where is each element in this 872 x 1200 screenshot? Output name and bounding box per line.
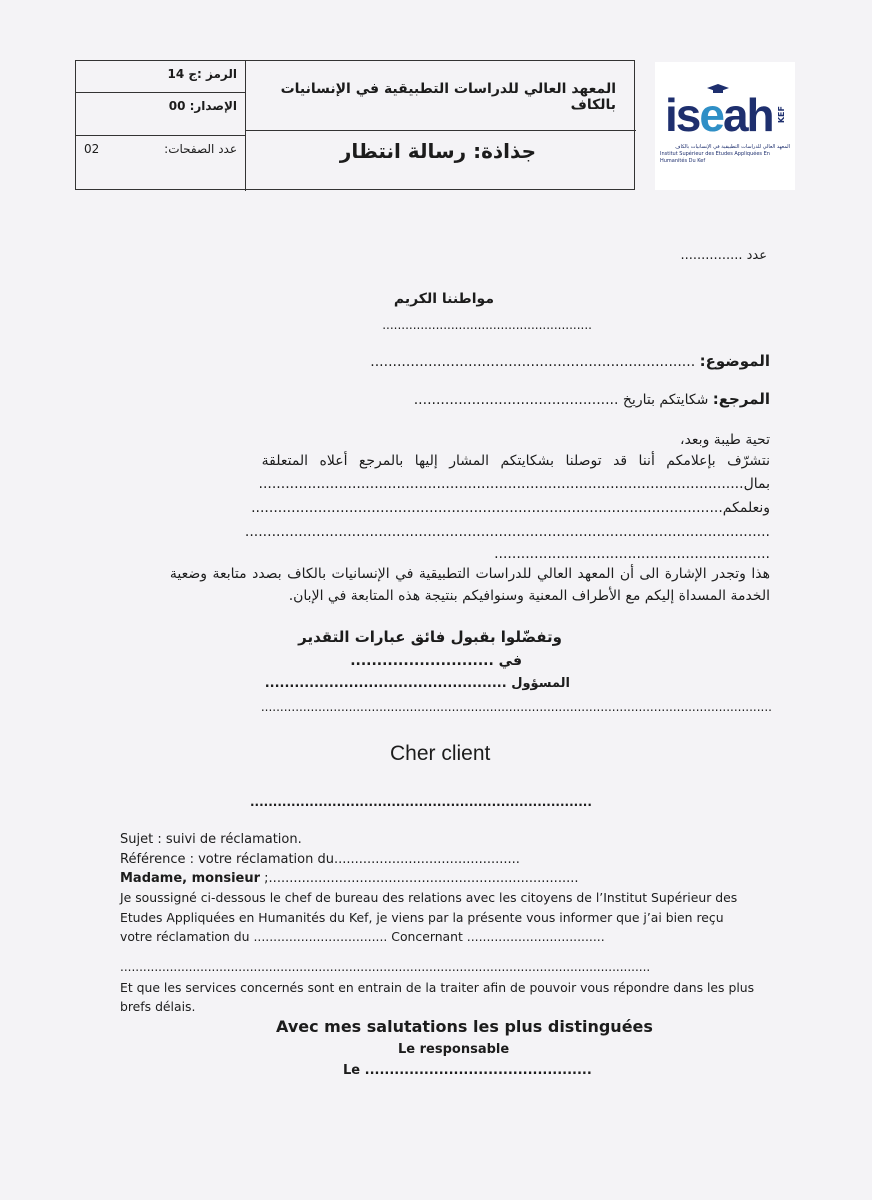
institute-name: المعهد العالي للدراسات التطبيقية في الإنسانيات بالكاف: [280, 81, 616, 113]
ar-responsible: المسؤول .................................................: [264, 676, 570, 691]
fr-para1-b: Etudes Appliquées en Humanités du Kef, je viens par la présente vous informer que j’ai bien reçu: [120, 910, 724, 925]
ar-separator: ......................................................................................................................................: [260, 700, 772, 714]
code-text: الرمز :ج 14: [167, 67, 237, 81]
code-cell: [76, 61, 246, 93]
logo-subtitle-ar: المعهد العالي للدراسات التطبيقية في الإنسانيات بالكاف: [675, 144, 790, 150]
logo-subtitle-fr: Institut Supérieur des Etudes Appliquées En Humanités Du Kef: [660, 151, 770, 164]
version-cell: [76, 93, 246, 136]
fr-reference: Référence : votre réclamation du.............................................: [120, 852, 520, 867]
ar-number-line: عدد ...............: [680, 248, 767, 263]
fr-para1-a: Je soussigné ci-dessous le chef de bureau des relations avec les citoyens de l’Institut Supérieur des: [120, 890, 738, 905]
ar-reference-text: شكايتكم بتاريخ ..............................................: [413, 392, 709, 408]
logo-kef: KEF: [777, 106, 786, 124]
ar-name-line: .......................................................: [382, 318, 592, 332]
fr-para1-c: votre réclamation du .................................. Concernant ...................................: [120, 929, 605, 944]
fr-subject: Sujet : suivi de réclamation.: [120, 832, 302, 847]
fr-para2-b: brefs délais.: [120, 999, 196, 1014]
ar-para2-b: الخدمة المسداة إليكم مع الأطراف المعنية وسنوافيكم بنتيجة هذه المتابعة في الإبان.: [288, 588, 770, 604]
ar-para2: هذا وتجدر الإشارة الى أن المعهد العالي للدراسات التطبيقية في الإنسانيات بالكاف بصدد متابعة وضعية: [169, 566, 770, 582]
version-text: الإصدار: 00: [168, 99, 237, 113]
fr-name-line: ...........................................................................: [250, 795, 592, 809]
logo-e: e: [699, 89, 723, 141]
form-title: جذاذة: رسالة انتظار: [339, 139, 536, 163]
logo-is: is: [665, 89, 700, 141]
ar-reference: [414, 390, 770, 408]
institute-cell: [246, 61, 636, 131]
fr-closing: Avec mes salutations les plus distinguées: [276, 1017, 653, 1036]
ar-in-line: في ...........................: [350, 653, 522, 669]
header-table: [75, 60, 635, 190]
fr-salute-dots: ;...........................................................................: [264, 871, 579, 886]
fr-dots-line: ...........................................................................................................................................: [120, 960, 651, 974]
pages-value: 02: [84, 142, 100, 156]
logo-ah: ah: [722, 89, 773, 141]
ar-reference-label: المرجع:: [712, 390, 770, 408]
ar-para1-c: ونعلمكم..........................................................................................................: [251, 500, 770, 516]
ar-subject-label: الموضوع:: [699, 352, 770, 370]
ar-greeting: مواطننا الكريم: [393, 291, 494, 307]
ar-para1: نتشرّف بإعلامكم أننا قد توصلنا بشكايتكم المشار إليها بالمرجع أعلاه المتعلقة: [261, 453, 770, 469]
ar-subject: [370, 352, 770, 370]
fr-salute: [120, 871, 578, 886]
logo-wordmark: [665, 88, 773, 142]
ar-para1-b: بمال.............................................................................................................: [258, 476, 770, 492]
fr-salute-label: Madame, monsieur: [120, 871, 261, 886]
ar-salutation: تحية طيبة وبعد،: [680, 432, 770, 448]
fr-para2-a: Et que les services concernés sont en entrain de la traiter afin de pouvoir vous répondre dans les plus: [120, 980, 755, 995]
ar-para1-e: ..............................................................: [494, 546, 770, 562]
pages-cell: [76, 136, 246, 191]
ar-closing: وتفضّلوا بقبول فائق عبارات التقدير: [298, 628, 562, 646]
title-cell: [246, 131, 636, 191]
institute-logo: [655, 62, 795, 190]
pages-label: عدد الصفحات:: [164, 142, 237, 156]
fr-responsible: Le responsable: [398, 1042, 510, 1057]
fr-le-line: Le ..............................................: [343, 1063, 592, 1078]
ar-subject-dots: .........................................................................: [370, 354, 696, 370]
ar-para1-d: ......................................................................................................................: [244, 524, 770, 540]
pages-count: [76, 136, 245, 156]
logo-subtitle: [660, 144, 790, 165]
fr-heading: Cher client: [390, 742, 491, 765]
